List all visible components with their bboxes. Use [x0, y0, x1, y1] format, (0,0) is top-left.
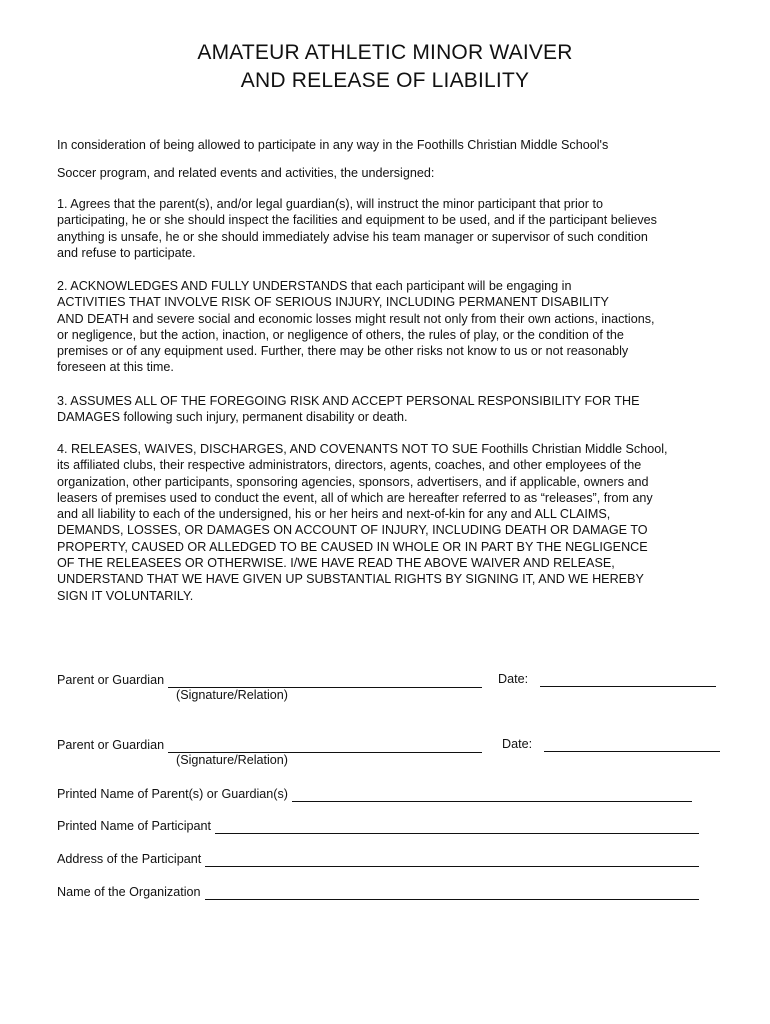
clause-line: DEMANDS, LOSSES, OR DAMAGES ON ACCOUNT OF INJURY, INCLUDING DEATH OR DAMAGE TO [57, 523, 648, 538]
guardian-signature-label: Parent or Guardian [57, 673, 165, 687]
signature-relation-note-2: (Signature/Relation) [176, 753, 289, 767]
clause-line: anything is unsafe, he or she should immediately advise his team manager or supervisor of such condition [57, 229, 648, 244]
guardian-signature-1 [57, 672, 482, 688]
clause-line: 3. ASSUMES ALL OF THE FOREGOING RISK AND ACCEPT PERSONAL RESPONSIBILITY FOR THE [57, 394, 640, 408]
clause-line: OF THE RELEASEES OR OTHERWISE. I/WE HAVE READ THE ABOVE WAIVER AND RELEASE, [57, 556, 615, 571]
clause-line: PROPERTY, CAUSED OR ALLEDGED TO BE CAUSED IN WHOLE OR IN PART BY THE NEGLIGENCE [57, 539, 648, 554]
clause-3 [57, 393, 717, 426]
clause-line: 4. RELEASES, WAIVES, DISCHARGES, AND COVENANTS NOT TO SUE Foothills Christian Middle School, [57, 442, 668, 456]
clause-line: and refuse to participate. [57, 245, 196, 260]
printed-participant-name-label: Printed Name of Participant [57, 819, 211, 833]
organization-name-line[interactable] [205, 887, 699, 900]
clause-line: SIGN IT VOLUNTARILY. [57, 588, 194, 603]
participant-address-field [57, 851, 699, 867]
participant-address-label: Address of the Participant [57, 852, 202, 866]
clause-2 [57, 278, 717, 376]
intro-line-2: Soccer program, and related events and activities, the undersigned: [57, 166, 435, 180]
clause-line: foreseen at this time. [57, 360, 174, 375]
date-line-2[interactable] [544, 739, 720, 752]
intro-line-1: In consideration of being allowed to participate in any way in the Foothills Christian Middle School's [57, 138, 609, 152]
clause-line: organization, other participants, sponsoring agencies, sponsors, advertisers, and if applicable, owners and [57, 474, 649, 489]
guardian-signature-line[interactable] [168, 675, 482, 688]
participant-address-line[interactable] [205, 854, 699, 867]
clause-line: or negligence, but the action, inaction, or negligence of others, the rules of play, or the condition of the [57, 327, 624, 342]
printed-guardian-name-field [57, 786, 692, 802]
clause-line: its affiliated clubs, their respective administrators, directors, agents, coaches, and other employees of the [57, 458, 642, 473]
clause-line: UNDERSTAND THAT WE HAVE GIVEN UP SUBSTANTIAL RIGHTS BY SIGNING IT, AND WE HEREBY [57, 572, 644, 587]
clause-4 [57, 441, 717, 604]
guardian-signature-line[interactable] [168, 740, 482, 753]
clause-line: DAMAGES following such injury, permanent disability or death. [57, 410, 408, 425]
guardian-signature-2 [57, 737, 482, 753]
document-title-line-1: AMATEUR ATHLETIC MINOR WAIVER [197, 41, 573, 64]
clause-line: AND DEATH and severe social and economic losses might result not only from their own actions, inactions, [57, 311, 655, 326]
guardian-signature-label: Parent or Guardian [57, 738, 165, 752]
clause-line: and all liability to each of the undersigned, his or her heirs and next-of-kin for any and ALL CLAIMS, [57, 507, 611, 522]
clause-line: leasers of premises used to conduct the event, all of which are hereafter referred to as “releases”, from any [57, 490, 653, 505]
clause-line: participating, he or she should inspect the facilities and equipment to be used, and if the participant believes [57, 213, 657, 228]
date-label-1: Date: [498, 672, 529, 686]
printed-guardian-name-label: Printed Name of Parent(s) or Guardian(s) [57, 787, 288, 801]
clause-1 [57, 196, 717, 261]
signature-relation-note-1: (Signature/Relation) [176, 688, 289, 702]
organization-name-field [57, 884, 699, 900]
clause-line: ACTIVITIES THAT INVOLVE RISK OF SERIOUS INJURY, INCLUDING PERMANENT DISABILITY [57, 295, 609, 310]
clause-line: premises or of any equipment used. Further, there may be other risks not know to us or not reasonably [57, 344, 629, 359]
date-label-2: Date: [502, 737, 533, 751]
clause-line: 2. ACKNOWLEDGES AND FULLY UNDERSTANDS that each participant will be engaging in [57, 279, 572, 293]
printed-participant-name-line[interactable] [215, 821, 699, 834]
printed-guardian-name-line[interactable] [292, 789, 692, 802]
document-title-line-2: AND RELEASE OF LIABILITY [240, 69, 530, 92]
clause-line: 1. Agrees that the parent(s), and/or legal guardian(s), will instruct the minor participant that prior to [57, 197, 604, 211]
date-line-1[interactable] [540, 674, 716, 687]
organization-name-label: Name of the Organization [57, 885, 201, 899]
printed-participant-name-field [57, 818, 699, 834]
